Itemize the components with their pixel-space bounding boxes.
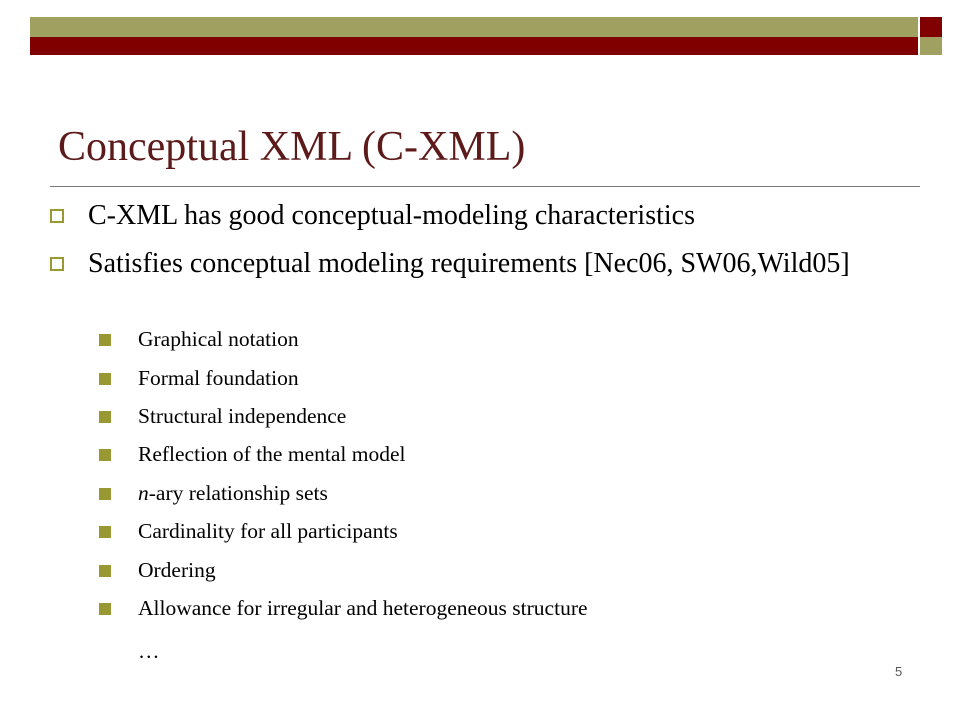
sub-bullet-text: Ordering bbox=[138, 558, 216, 582]
filled-square-bullet-icon bbox=[99, 526, 111, 538]
sub-bullet-text: Reflection of the mental model bbox=[138, 442, 406, 466]
title-divider bbox=[50, 186, 920, 187]
bullet-item bbox=[88, 200, 888, 232]
sub-bullet-rest: -ary relationship sets bbox=[148, 481, 328, 505]
sub-bullet-text: Cardinality for all participants bbox=[138, 519, 398, 543]
bullet-text: C-XML has good conceptual-modeling characteristics bbox=[88, 200, 695, 231]
filled-square-bullet-icon bbox=[99, 603, 111, 615]
filled-square-bullet-icon bbox=[99, 373, 111, 385]
slide-number: 5 bbox=[895, 664, 903, 679]
sub-bullet-text: Formal foundation bbox=[138, 366, 299, 390]
sub-bullet-item bbox=[138, 326, 299, 352]
hollow-square-bullet-icon bbox=[50, 257, 64, 271]
header-bar-olive bbox=[30, 17, 918, 37]
bullet-text: Satisfies conceptual modeling requirements [Nec06, SW06,Wild05] bbox=[88, 248, 850, 279]
header-corner-olive bbox=[920, 37, 942, 55]
italic-n: n bbox=[138, 481, 149, 505]
filled-square-bullet-icon bbox=[99, 565, 111, 577]
sub-bullet-item bbox=[138, 557, 216, 583]
slide-title: Conceptual XML (C-XML) bbox=[58, 124, 526, 170]
continuation-ellipsis: … bbox=[138, 639, 160, 663]
filled-square-bullet-icon bbox=[99, 488, 111, 500]
sub-bullet-text bbox=[138, 481, 328, 505]
bullet-item bbox=[88, 248, 888, 280]
filled-square-bullet-icon bbox=[99, 411, 111, 423]
filled-square-bullet-icon bbox=[99, 334, 111, 346]
hollow-square-bullet-icon bbox=[50, 209, 64, 223]
sub-bullet-text: Allowance for irregular and heterogeneous structure bbox=[138, 596, 588, 620]
sub-bullet-item bbox=[138, 441, 405, 467]
filled-square-bullet-icon bbox=[99, 449, 111, 461]
sub-bullet-text: Graphical notation bbox=[138, 327, 299, 351]
sub-bullet-item bbox=[138, 403, 346, 429]
sub-bullet-item bbox=[138, 480, 328, 506]
sub-bullet-item bbox=[138, 365, 299, 391]
sub-bullet-text: Structural independence bbox=[138, 404, 347, 428]
sub-bullet-item bbox=[138, 518, 398, 544]
header-bar-maroon bbox=[30, 37, 918, 55]
sub-bullet-item bbox=[138, 595, 588, 621]
header-corner-maroon bbox=[920, 17, 942, 37]
